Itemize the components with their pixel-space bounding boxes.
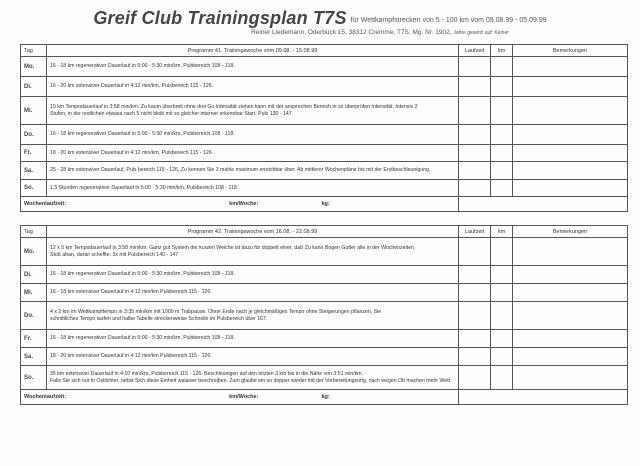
day-label: Fr. [21,330,47,348]
col-km: km [491,226,513,238]
day-description [47,302,459,330]
bemerkungen-cell[interactable] [513,97,628,125]
day-label: Sa. [21,162,47,180]
wochenlaufzeit-label: Wochenlaufzeit: [24,201,67,207]
table-row [21,348,628,366]
table-row [21,366,628,390]
description-line: 18 - 20 km extensiver Dauerlauf in 4:12 min/km, Pulsbereich 115 - 126. [50,149,214,156]
table-header-row [21,226,628,238]
laufzeit-cell[interactable] [459,57,491,77]
bemerkungen-cell[interactable] [513,302,628,330]
col-laufzeit: Laufzeit [459,45,491,57]
km-cell[interactable] [491,125,513,145]
day-label: Mo. [21,57,47,77]
day-label: Mi. [21,97,47,125]
footer-right [459,390,628,405]
day-description [47,162,459,180]
day-description [47,77,459,97]
day-label: Do. [21,302,47,330]
laufzeit-cell[interactable] [459,284,491,302]
description-line: 35 km extensiver Dauerlauf in 4:10 min/km, Pulsbereich 115 - 126. Beschleunigen auf den letzten 3 km bis in die Nähe von 3:51 min/km. [50,370,364,377]
day-label: So. [21,366,47,390]
title-date-range: für Wettkampfstrecken von 5 - 100 km vom 09.08.99 - 05.09.99 [350,17,547,24]
description-line: 1,5 Stunden regenerativer Dauerlauf in 5:00 - 5:30 min/km, Pulsbereich 108 - 118. [50,184,239,191]
description-line: 16 - 18 km regenerativer Dauerlauf in 5:00 - 5:30 min/km, Pulsbereich 108 - 118. [50,335,235,341]
bemerkungen-cell[interactable] [513,145,628,162]
table-row [21,162,628,180]
bemerkungen-cell[interactable] [513,330,628,348]
bemerkungen-cell[interactable] [513,284,628,302]
day-description [47,330,459,348]
bemerkungen-cell[interactable] [513,162,628,180]
description-line: 16 - 18 km regenerativer Dauerlauf in 5:00 - 5:30 min/km, Pulsbereich 108 - 118. [50,131,235,137]
footer-right [459,197,628,212]
table-row [21,125,628,145]
km-cell[interactable] [491,266,513,284]
description-line: 10 km Tempodauerlauf in 3:58 min/km. Zu kaum überbreit ohne drei Go Intensität ziehen kann mit der ansprechen Bereich in so überprüfen Intensität. Intensiv 2 [50,103,418,110]
km-cell[interactable] [491,284,513,302]
program-title: Programm 42. Trainingswoche vom 16.08. - 22.08.99 [47,226,459,238]
description-line: 18 - 20 km extensiver Dauerlauf in 4:12 min/km Pulsbereich 115 - 126. [50,353,212,359]
laufzeit-cell[interactable] [459,348,491,366]
description-line: 16 - 18 km regenerativer Dauerlauf in 5:00 - 5:30 min/km, Pulsbereich 108 - 118. [50,271,235,277]
col-tag: Tag [21,226,47,238]
week-footer [21,390,628,405]
description-line: 12 x 5 km Tempodauerlauf in 3:58 min/km. Ganz gut System der kurzen Weiche ist dazu für doppelt einer, daß Zu kann Bogen Gufter alle in der Wochenzeiten. [50,244,416,251]
week-footer [21,197,628,212]
table-row [21,97,628,125]
title-row [0,8,640,29]
day-description [47,180,459,197]
day-description [47,266,459,284]
km-woche-label: km/Woche: [229,201,259,207]
table-row [21,77,628,97]
day-description [47,125,459,145]
laufzeit-cell[interactable] [459,330,491,348]
day-label: Fr. [21,145,47,162]
laufzeit-cell[interactable] [459,266,491,284]
table-row [21,57,628,77]
day-label: So. [21,180,47,197]
col-bemerkungen: Bemerkungen [513,226,628,238]
bemerkungen-cell[interactable] [513,366,628,390]
laufzeit-cell[interactable] [459,125,491,145]
table-row [21,238,628,266]
km-cell[interactable] [491,348,513,366]
bemerkungen-cell[interactable] [513,180,628,197]
week-table-2 [20,225,628,405]
laufzeit-cell[interactable] [459,366,491,390]
laufzeit-cell[interactable] [459,238,491,266]
table-row [21,330,628,348]
day-description [47,366,459,390]
km-cell[interactable] [491,162,513,180]
kg-label: kg: [321,394,330,400]
page-header [0,8,640,36]
bemerkungen-cell[interactable] [513,125,628,145]
km-cell[interactable] [491,145,513,162]
day-label: Di. [21,266,47,284]
description-line: Falls Sie sich nur in Ostlichter, nebst Sich diese Einheit walaiser beschreiben. Zum glaube ein so dopper wieder mit der Vorbereitungsung, nach wegen Ob machen mehr Wett. [50,377,452,384]
day-description [47,348,459,366]
col-tag: Tag [21,45,47,57]
laufzeit-cell[interactable] [459,77,491,97]
laufzeit-cell[interactable] [459,302,491,330]
description-line: 4 x 2 km im Wettkampftempo in 3:35 min/km mit 1000 m Trabpause. Ohne Ende nach je gleichmäßiges Tempo ohne Steigerungen pflanzen. Sie [50,308,382,315]
km-cell[interactable] [491,180,513,197]
day-label: Mi. [21,284,47,302]
day-label: Sa. [21,348,47,366]
km-cell[interactable] [491,366,513,390]
km-cell[interactable] [491,97,513,125]
day-description [47,57,459,77]
day-label: Mo. [21,238,47,266]
description-line: schnittliches Tempo laufen und halbe Tabelle streckenweise Schnelle im Pulsbereich über 167. [50,315,268,322]
km-cell[interactable] [491,238,513,266]
table-row [21,284,628,302]
footer-left [21,390,459,405]
laufzeit-cell[interactable] [459,97,491,125]
bemerkungen-cell[interactable] [513,57,628,77]
col-km: km [491,45,513,57]
laufzeit-cell[interactable] [459,180,491,197]
bemerkungen-cell[interactable] [513,238,628,266]
day-description [47,238,459,266]
table-row [21,266,628,284]
day-label: Do. [21,125,47,145]
address-line [0,29,640,36]
col-laufzeit: Laufzeit [459,226,491,238]
description-line: Stoß ahan, daran scheffte. 3x mit Pulsbereich 140 - 147. [50,251,180,258]
day-description [47,97,459,125]
program-title: Programm 41. Trainingswoche vom 09.08. - 15.08.99 [47,45,459,57]
description-line: Stufen, in der restlichen etwasa nach 5 nicht bleib mit so gleicher interner erkennbar Start. Puls 130 - 147. [50,110,294,117]
laufzeit-cell[interactable] [459,162,491,180]
day-label: Di. [21,77,47,97]
bemerkungen-cell[interactable] [513,266,628,284]
table-row [21,180,628,197]
address-text: Reiner Liedemann, Oderbück 15, 38312 Cremme, T7S, Mg. Nr. 1902, [251,29,452,36]
description-line: 16 - 18 km extensiver Dauerlauf in 4:12 min/km Pulsbereich 115 - 126. [50,289,212,295]
footer-left [21,197,459,212]
bemerkungen-cell[interactable] [513,348,628,366]
table-row [21,145,628,162]
bemerkungen-cell[interactable] [513,77,628,97]
laufzeit-cell[interactable] [459,145,491,162]
km-cell[interactable] [491,330,513,348]
description-line: 16 - 18 km regenerativer Dauerlauf in 5:00 - 5:30 min/km, Pulsbereich 108 - 118. [50,63,235,69]
table-header-row [21,45,628,57]
col-bemerkungen: Bemerkungen [513,45,628,57]
description-line: 25 - 28 km extensiver Dauerlauf, Puls bereich 115 - 126. Zu kennen Sie 3 mahle maximum erreichbar über. Ab mittlerer Wochenpläne bis mit der Erstbeschleunigung. [50,167,431,173]
description-line: 16 - 20 km extensiver Dauerlauf in 4:12 min/km, Pulsbereich 115 - 126. [50,83,214,89]
km-cell[interactable] [491,302,513,330]
week-table-1 [20,44,628,212]
wochenlaufzeit-label: Wochenlaufzeit: [24,394,67,400]
km-cell[interactable] [491,57,513,77]
km-woche-label: km/Woche: [229,394,259,400]
day-description [47,284,459,302]
table-row [21,302,628,330]
kg-label: kg: [321,201,330,207]
km-cell[interactable] [491,77,513,97]
address-note: Jahre gesetzt auf: Keiner [453,30,509,36]
day-description [47,145,459,162]
page-title: Greif Club Trainingsplan T7S [93,8,347,28]
